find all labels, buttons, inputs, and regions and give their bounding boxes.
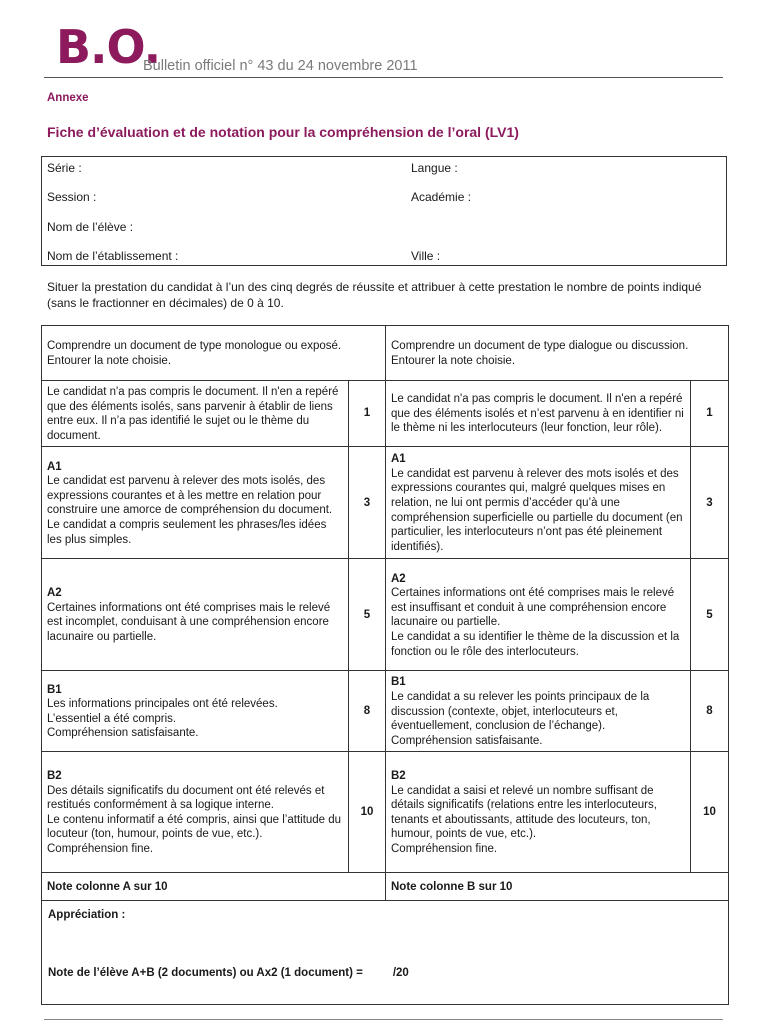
serie-field: Série :: [47, 161, 82, 175]
column-b-total[interactable]: Note colonne B sur 10: [386, 873, 729, 901]
level-a-points[interactable]: 5: [349, 559, 386, 671]
final-note-denominator: /20: [392, 967, 409, 980]
level-b-points[interactable]: 1: [691, 381, 729, 447]
column-b-header: Comprendre un document de type dialogue ou discussion. Entourer la note choisie.: [386, 326, 729, 381]
level-b-points[interactable]: 8: [691, 671, 729, 752]
nom-eleve-field: Nom de l’élève :: [47, 220, 134, 234]
appreciation-row: [42, 901, 729, 1005]
level-b-description: A1 Le candidat est parvenu à relever des mots isolés et des expressions courantes qui, malgré quelques mises en relation, ne lui ont permis d’accéder qu’à une compréhension superficielle ou partielle du document (en particulier, les interlocuteurs n’ont pas été pleinement identifiés).: [386, 447, 691, 559]
nom-etablissement-field: Nom de l’établissement :: [47, 249, 179, 263]
level-row: [42, 559, 729, 671]
column-a-total[interactable]: Note colonne A sur 10: [42, 873, 386, 901]
level-b-description: Le candidat n'a pas compris le document. Il n'en a repéré que des éléments isolés et n’est parvenu à en identifier ni le thème ni les interlocuteurs (leur fonction, leur rôle).: [386, 381, 691, 447]
grid-header-row: [42, 326, 729, 381]
page-title: Fiche d’évaluation et de notation pour la compréhension de l’oral (LV1): [47, 124, 519, 140]
annexe-label: Annexe: [47, 92, 89, 104]
level-a-description: A2 Certaines informations ont été comprises mais le relevé est incomplet, conduisant à une compréhension encore lacunaire ou partielle.: [42, 559, 349, 671]
level-row: [42, 671, 729, 752]
appreciation-label: Appréciation :: [48, 909, 126, 922]
level-b-points[interactable]: 5: [691, 559, 729, 671]
bulletin-reference: Bulletin officiel n° 43 du 24 novembre 2011: [143, 58, 418, 74]
level-a-points[interactable]: 8: [349, 671, 386, 752]
level-row: [42, 447, 729, 559]
totals-row: [42, 873, 729, 901]
level-a-points[interactable]: 1: [349, 381, 386, 447]
evaluation-grid: [41, 325, 729, 1005]
level-b-points[interactable]: 3: [691, 447, 729, 559]
level-b-description: A2 Certaines informations ont été comprises mais le relevé est insuffisant et conduit à une compréhension encore lacunaire ou partielle. Le candidat a su identifier le thème de la discussion et la fonction ou le rôle des interlocuteurs.: [386, 559, 691, 671]
bo-logo: B.O.: [56, 20, 161, 74]
level-a-description: B1 Les informations principales ont été relevées. L’essentiel a été compris. Compréhension satisfaisante.: [42, 671, 349, 752]
session-field: Session :: [47, 190, 97, 204]
candidate-info-box: [41, 156, 727, 266]
ville-field: Ville :: [411, 249, 441, 263]
final-note-line: [48, 966, 409, 981]
column-a-header: Comprendre un document de type monologue ou exposé. Entourer la note choisie.: [42, 326, 386, 381]
level-a-description: A1 Le candidat est parvenu à relever des mots isolés, des expressions courantes et à les mettre en relation pour construire une amorce de compréhension du document. Le candidat a compris seulement les phrases/les idées les plus simples.: [42, 447, 349, 559]
final-note-label: Note de l’élève A+B (2 documents) ou Ax2 (1 document) =: [48, 967, 363, 980]
langue-field: Langue :: [411, 161, 458, 175]
instructions-text: Situer la prestation du candidat à l’un des cinq degrés de réussite et attribuer à cette prestation le nombre de points indiqué (sans le fractionner en décimales) de 0 à 10.: [47, 280, 702, 310]
level-b-points[interactable]: 10: [691, 752, 729, 873]
academie-field: Académie :: [411, 190, 472, 204]
appreciation-cell[interactable]: [42, 901, 729, 1005]
footer-divider: [44, 1019, 723, 1020]
level-b-description: B2 Le candidat a saisi et relevé un nombre suffisant de détails significatifs (relations entre les interlocuteurs, tenants et aboutissants, attitude des locuteurs, ton, humour, points de vue, etc.). Compréhension fine.: [386, 752, 691, 873]
level-a-points[interactable]: 3: [349, 447, 386, 559]
level-row: [42, 381, 729, 447]
level-row: [42, 752, 729, 873]
level-a-description: B2 Des détails significatifs du document ont été relevés et restitués conformément à sa logique interne. Le contenu informatif a été compris, ainsi que l’attitude du locuteur (ton, humour, points de vue, etc.). Compréhension fine.: [42, 752, 349, 873]
level-b-description: B1 Le candidat a su relever les points principaux de la discussion (contexte, objet, interlocuteurs et, éventuellement, conclusion de l’échange). Compréhension satisfaisante.: [386, 671, 691, 752]
header-divider: [44, 77, 723, 78]
level-a-points[interactable]: 10: [349, 752, 386, 873]
level-a-description: Le candidat n'a pas compris le document. Il n'en a repéré que des éléments isolés, sans parvenir à établir de liens entre eux. Il n’a pas identifié le sujet ou le thème du document.: [42, 381, 349, 447]
